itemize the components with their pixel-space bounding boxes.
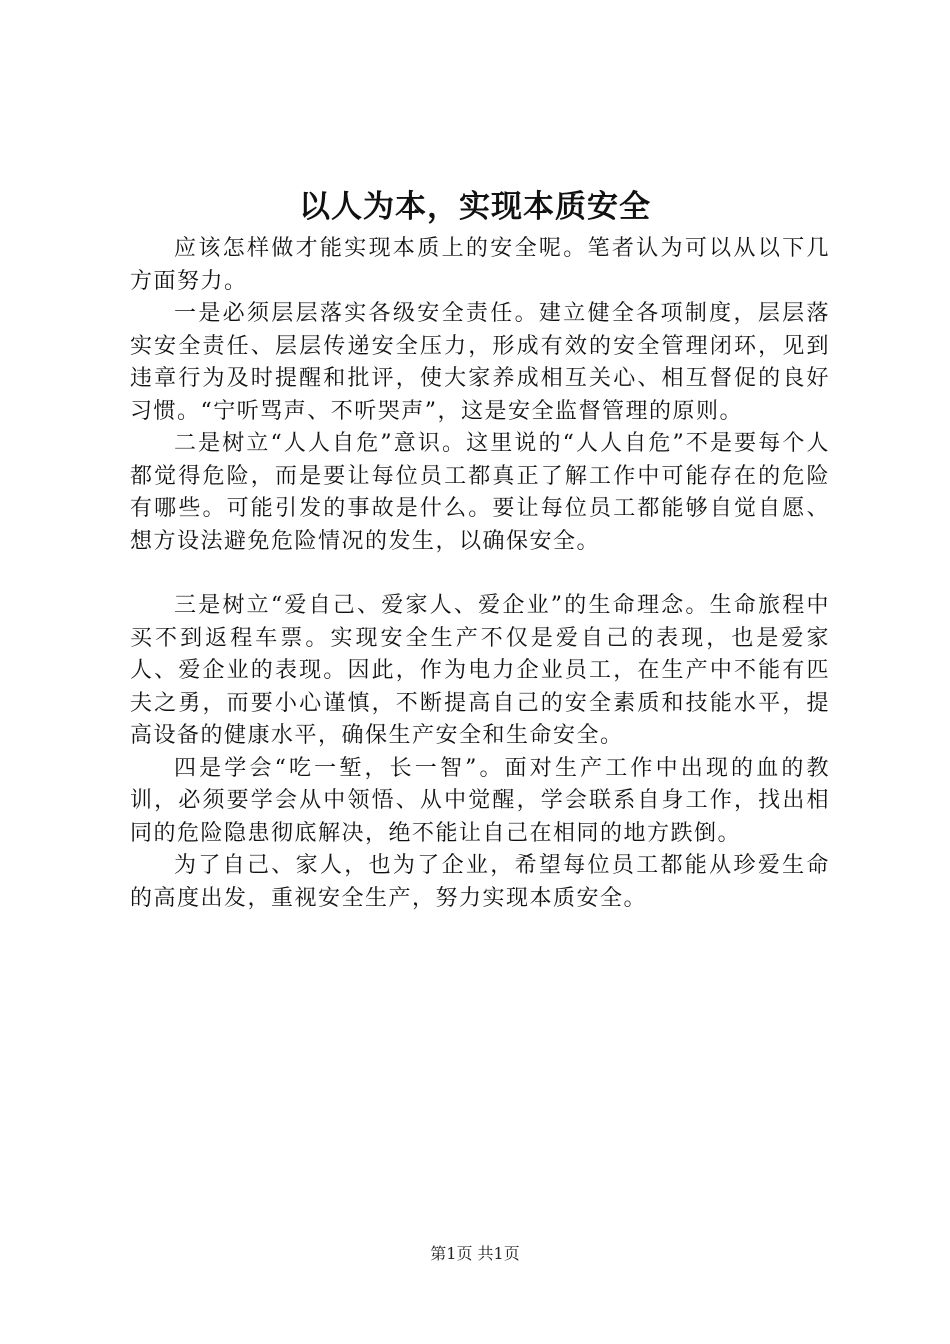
paragraph-conclusion: 为了自己、家人，也为了企业，希望每位员工都能从珍爱生命的高度出发，重视安全生产，努力实现本质安全。 — [130, 853, 830, 911]
document-body — [130, 233, 830, 915]
paragraph-point-one: 一是必须层层落实各级安全责任。建立健全各项制度，层层落实安全责任、层层传递安全压力，形成有效的安全管理闭环，见到违章行为及时提醒和批评，使大家养成相互关心、相互督促的良好习惯。“宁听骂声、不听哭声”，这是安全监督管理的原则。 — [130, 301, 830, 424]
paragraph-point-two: 二是树立“人人自危”意识。这里说的“人人自危”不是要每个人都觉得危险，而是要让每位员工都真正了解工作中可能存在的危险有哪些。可能引发的事故是什么。要让每位员工都能够自觉自愿、想方设法避免危险情况的发生，以确保安全。 — [130, 431, 830, 554]
document-title: 以人为本，实现本质安全 — [299, 189, 651, 225]
paragraph-point-three: 三是树立“爱自己、爱家人、爱企业”的生命理念。生命旅程中买不到返程车票。实现安全生产不仅是爱自己的表现，也是爱家人、爱企业的表现。因此，作为电力企业员工，在生产中不能有匹夫之勇，而要小心谨慎，不断提高自己的安全素质和技能水平，提高设备的健康水平，确保生产安全和生命安全。 — [130, 593, 830, 748]
paragraph-point-four: 四是学会“吃一堑，长一智”。面对生产工作中出现的血的教训，必须要学会从中领悟、从中觉醒，学会联系自身工作，找出相同的危险隐患彻底解决，绝不能让自己在相同的地方跌倒。 — [130, 755, 830, 846]
paragraph-intro: 应该怎样做才能实现本质上的安全呢。笔者认为可以从以下几方面努力。 — [130, 236, 830, 294]
page-number-footer: 第1页 共1页 — [430, 1244, 520, 1263]
